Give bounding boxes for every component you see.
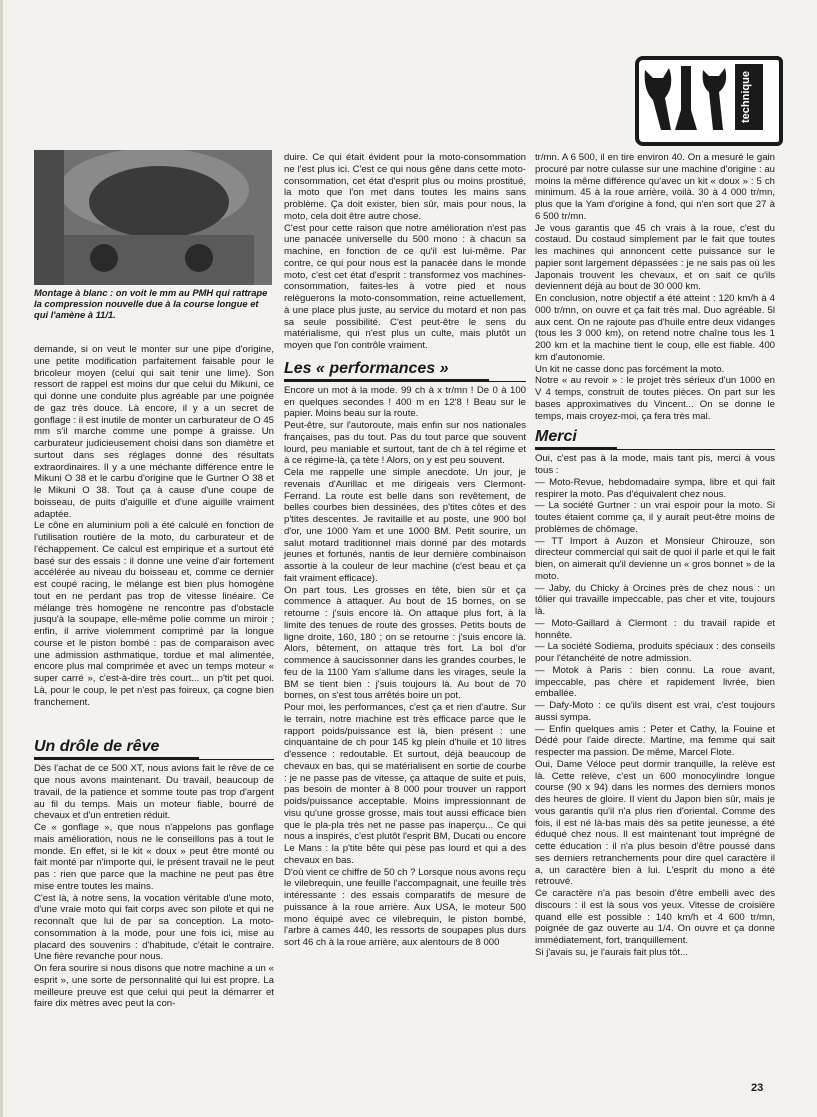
tools-icon: [639, 60, 771, 134]
paragraph: En conclusion, notre objectif a été atteint : 120 km/h à 4 000 tr/mn, on ouvre et ça fait très mal. Duo agréable. 5l aux cent. On ne rajoute pas d'huile entre deux vidanges (tous les 3 000 km), on retend notre chaîne tous les 1 200 km et la machine tient le coup, elle est fiable. 400 km d'autonomie.: [535, 293, 775, 363]
paragraph: Oui, c'est pas à la mode, mais tant pis, merci à vous tous :: [535, 453, 775, 476]
paragraph: C'est pour cette raison que notre amélioration n'est pas une panacée universelle du 500 mono : à chacun sa machine, en fonction de ce qu'il est lui-même. Par contre, ce qui pour nous est la panacée dans le monde moto, c'est cet état d'esprit : transformez vos machines-consommation, faites-les à votre pied et nous relèguerons la moto-consommation, reine actuellement, à une place plus juste, au service du motard et non pas sa seule possibilité. C'est peut-être le sens du matérialisme, qui n'est plus un culte, mais plutôt un moyen que l'on contrôle vraiment.: [284, 222, 526, 351]
paragraph: Dès l'achat de ce 500 XT, nous avions fait le rêve de ce que nous avons maintenant. Du travail, beaucoup de travail, de la patience et somme toute pas trop d'argent au fil du temps. Mais un moteur fiable, bourré de chevaux et d'un entretien réduit.: [34, 763, 274, 822]
paragraph: On fera sourire si nous disons que notre machine a un « esprit », une sorte de personnalité qui lui est propre. La meilleure preuve est que celui qui peut la démarrer et faire dix mètres avec peut la con-: [34, 963, 274, 1010]
section-heading: Merci: [535, 428, 617, 449]
paragraph: Le cône en aluminium poli a été calculé en fonction de l'utilisation routière de la moto, du carburateur et de l'échappement. Ce calcul est empirique et a surtout été basé sur des essais : il donne une veine d'air fortement accélérée au niveau du boisseau et, comme ce dernier est coupé racing, le mélange est bien plus homogène tout en ne perdant pas trop de vitesse linéaire. Ce mélange très homogène ne rencontre pas d'obstacle jusqu'à la soupape, elle-même polie comme un miroir ; enfin, il arrive violemment comprimé par la longue course et le piston bombé : pas de comparaison avec une admission asthmatique, tordue et mal alimentée, encore plus mal comprimée et avec un temps moteur « super carré », c'est-à-dire très court... un p'tit pet quoi. Là, pour le coup, le pet n'est pas foireux, ça cogne bien franchement.: [34, 520, 274, 708]
paragraph: — Moto-Revue, hebdomadaire sympa, libre et qui fait respirer la moto. Pas d'équivalent chez nous.: [535, 476, 775, 500]
paragraph: Un kit ne casse donc pas forcément la moto.: [535, 363, 725, 375]
column-1: [34, 344, 274, 1010]
paragraph: D'où vient ce chiffre de 50 ch ? Lorsque nous avons reçu le vilebrequin, une feuille l'accompagnait, une feuille très intéressante : des essais comparatifs de mesure de puissance à la roue arrière. Aux USA, le moteur 500 mono équipé avec ce vilebrequin, le piston bombé, l'arbre à cames 440, les ressorts de soupapes plus durs sort 46 ch à la roue arrière, aux alentours de 8 000: [284, 866, 526, 948]
paragraph: demande, si on veut le monter sur une pipe d'origine, une petite modification parfaitement faisable pour le bricoleur moyen (celui qui sait tenir une lime). Son ressort de rappel est moins dur que celui du Mikuni, ce qui donne une conduite plus agréable par une poignée de gaz très douce. Là encore, il y a un secret de gonflage : il est inutile de monter un carburateur de O 45 mm s'il marche comme une pompe à graisse. Un carburateur judicieusement choisi dans son diamètre et surtout dans ses réglages donne des résultats extraordinaires. Il y a une méchante différence entre le Mikuni O 38 et le carbu d'origine que le Gurtner O 38 et le Mikuni O 38. Tout ça à cause d'une coupe de boisseau, de puits d'aiguille et d'une aiguille vraiment adaptée.: [34, 344, 274, 520]
column-2: [284, 152, 526, 949]
paragraph: Cela me rappelle une simple anecdote. Un jour, je revenais d'Aurillac et me dirigeais vers Clermont-Ferrand. La route est belle dans son revêtement, de belles courbes bien dessinées, des p'tites côtes et des p'tites descentes. Je ravitaille et au poste, une 900 bol d'or, une 1000 Yam et une 1000 BM. Petit sourire, un salut motard traditionnel mais donné par des motards jeunes et fortunés, nantis de leur dernière combinaison assortie à la couleur de leur machine (c'est beau et ça fait vraiment efficace).: [284, 467, 526, 584]
section-heading: Les « performances »: [284, 360, 489, 381]
paragraph: — Motok à Paris : bien connu. La roue avant, impeccable, pas chère et rapidement livrée, bien emballée.: [535, 664, 775, 700]
column-3: [535, 152, 775, 959]
paragraph: duire. Ce qui était évident pour la moto-consommation ne l'est plus ici. C'est ce qui nous gêne dans cette moto-consommation, cet état d'esprit plus ou moins prostitué, la moto que l'on met dans toutes les mains sans problème. Ça doit exister, bien sûr, mais pour nous, la moto, cela doit être autre chose.: [284, 152, 526, 222]
paragraph: Ce caractère n'a pas besoin d'être embelli avec des discours : il est là sous vos yeux. Vitesse de croisière quand elle est possible : 140 km/h et 4 600 tr/mn, poignée de gaz ouverte au 1/4. On ouvre et ça donne immédiatement, fort, tranquillement.: [535, 888, 775, 946]
paragraph: — Moto-Gaillard à Clermont : du travail rapide et honnête.: [535, 617, 775, 641]
paragraph: tr/mn. A 6 500, il en tire environ 40. On a mesuré le gain procuré par notre culasse sur une machine d'origine : au moins la même différence qu'avec un kit « doux » : 5 ch minimum. 45 à la roue arrière, voilà. 30 à 4 000 tr/mn, plus que la Yam d'origine à fond, qui n'en sort que 27 à 6 500 tr/mn.: [535, 152, 775, 222]
page-edge: [0, 0, 3, 1117]
paragraph: C'est là, à notre sens, la vocation véritable d'une moto, d'une vraie moto qui fait corps avec son pilote et qui ne reconnaît que lui de par sa conception. La moto-consommation à la mode, pour une fois ici, mise au placard des souvenirs : d'habitude, c'était le contraire. Une fière revanche pour nous.: [34, 892, 274, 963]
logo-label: technique: [740, 71, 752, 123]
page-number: 23: [751, 1082, 764, 1094]
paragraph: — Dafy-Moto : ce qu'ils disent est vrai, c'est toujours aussi sympa.: [535, 700, 775, 723]
paragraph: Si j'avais su, je l'aurais fait plus tôt...: [535, 946, 688, 958]
paragraph: Notre « au revoir » : le projet très sérieux d'un 1000 en V 4 temps, construit de toutes pièces. On part sur les bases approximatives du Vincent... On se donne le temps, mais croyez-moi, ça fera très mal.: [535, 375, 775, 422]
paragraph: Ce « gonflage », que nous n'appelons pas gonflage mais amélioration, nous ne le conseillons pas à tout le monde. En effet, si le kit « doux » peut être monté ou fait monté par n'importe qui, le présent travail ne le peut pas : rien que parce que la machine ne peut pas être mise entre toutes les mains.: [34, 822, 274, 892]
paragraph: Encore un mot à la mode. 99 ch à x tr/mn ! De 0 à 100 en quelques secondes ! 400 m en 12'8 ! Beau sur le papier. Moins beau sur la route.: [284, 384, 526, 420]
engine-photo: [34, 150, 272, 285]
paragraph: Oui, Dame Véloce peut dormir tranquille, la relève est là. Cette relève, c'est un 600 monocylindre longue course (90 x 94) dans les normes des derniers monos des heures de gloire. Il vient du Japon bien sûr, mais je vous garantis qu'il n'a plus rien d'oriental. Comme des fois, il est né là-bas mais dès sa petite jeunesse, a été éduqué chez nous. Il est maintenant tout imprégné de cette éducation : il n'a plus besoin d'être poussé dans ses derniers retranchements pour dire quel caractère il a, un caractère bien à lui. L'esprit du mono a été retrouvé.: [535, 758, 775, 888]
paragraph: On part tous. Les grosses en tête, bien sûr et ça commence à attaquer. Au bout de 15 bornes, on se retourne : j'suis encore là. On attaque plus fort, à la limite des tenues de route des grosses. Petits bouts de ligne droite, 160, 180 ; on se retourne : j'suis encore là. Alors, bêtement, on attaque très fort. La bol d'or commence à saucissonner dans les grandes courbes, le feu de la 1100 Yam s'allume dans les virages, seule la BM se tient bien : j'suis toujours là. Au bout de 70 bornes, on s'est tous arrêtés boire un pot.: [284, 584, 526, 702]
heading-rule: [34, 759, 274, 760]
paragraph: — Jaby, du Chicky à Orcines près de chez nous : un tôlier qui travaille impeccable, pas cher et vite, toujours là.: [535, 582, 775, 617]
photo-caption: Montage à blanc : on voit le mm au PMH qui rattrape la compression nouvelle due à la course longue et qui l'amène à 11/1.: [34, 287, 268, 320]
paragraph: Pour moi, les performances, c'est ça et rien d'autre. Sur le terrain, notre machine est très efficace parce que le rapport poids/puissance est là, bien présent : une cinquantaine de ch pour 145 kg plein d'huile et 10 litres d'essence : redoutable. Et surtout, déjà beaucoup de chevaux en bas, qui se matérialisent en sortie de courbe : je ne passe pas de vitesse, ça attaque de suite et puis, pas besoin de monter à 8 000 pour trouver un rapport poids/puissance acceptable. Moins impressionnant de visu qu'une grosse grosse, mais tout aussi efficace bien que le pla-pla très net ne passe pas inaperçu... Ce qui nous a inspirés, c'est plutôt l'esprit BM, Ducati ou encore Le Mans : la p'tite bête qui pèse pas lourd et qui a des chevaux en bas.: [284, 702, 526, 866]
paragraph: — La société Gurtner : un vrai espoir pour la moto. Si toutes étaient comme ça, il y aurait peut-être moins de problèmes de chômage.: [535, 500, 775, 535]
paragraph: Je vous garantis que 45 ch vrais à la roue, c'est du costaud. Du costaud simplement par le fait que toutes les machines qui annoncent cette puissance sur le papier sont largement dépassées : je ne sais pas où les Japonais trouvent les chevaux, et on sait ce qu'ils deviennent déjà au bout de 30 000 km.: [535, 222, 775, 293]
technique-logo: [635, 56, 783, 146]
paragraph: — TT Import à Auzon et Monsieur Chirouze, son directeur commercial qui sait de quoi il parle et qui le fait bien, on aimerait qu'il devienne un « gros bonnet » de la moto.: [535, 535, 775, 582]
heading-rule: [284, 381, 526, 382]
paragraph: — La société Sodiema, produits spéciaux : des conseils pour l'étanchéité de notre admission.: [535, 641, 775, 664]
heading-rule: [535, 449, 775, 450]
paragraph: — Enfin quelques amis : Peter et Cathy, la Fouine et Dédé pour l'aide directe. Martine, ma femme qui sait respecter ma passion. De même, Marcel Flote.: [535, 723, 775, 758]
section-heading: Un drôle de rêve: [34, 738, 199, 759]
paragraph: Peut-être, sur l'autoroute, mais enfin sur nos nationales françaises, pas du tout. Pas du tout parce que souvent lourd, peu maniable et surtout, tant de ch à tel régime et à ce régime-là, ça tète ! Alors, on y est peu souvent.: [284, 420, 526, 467]
